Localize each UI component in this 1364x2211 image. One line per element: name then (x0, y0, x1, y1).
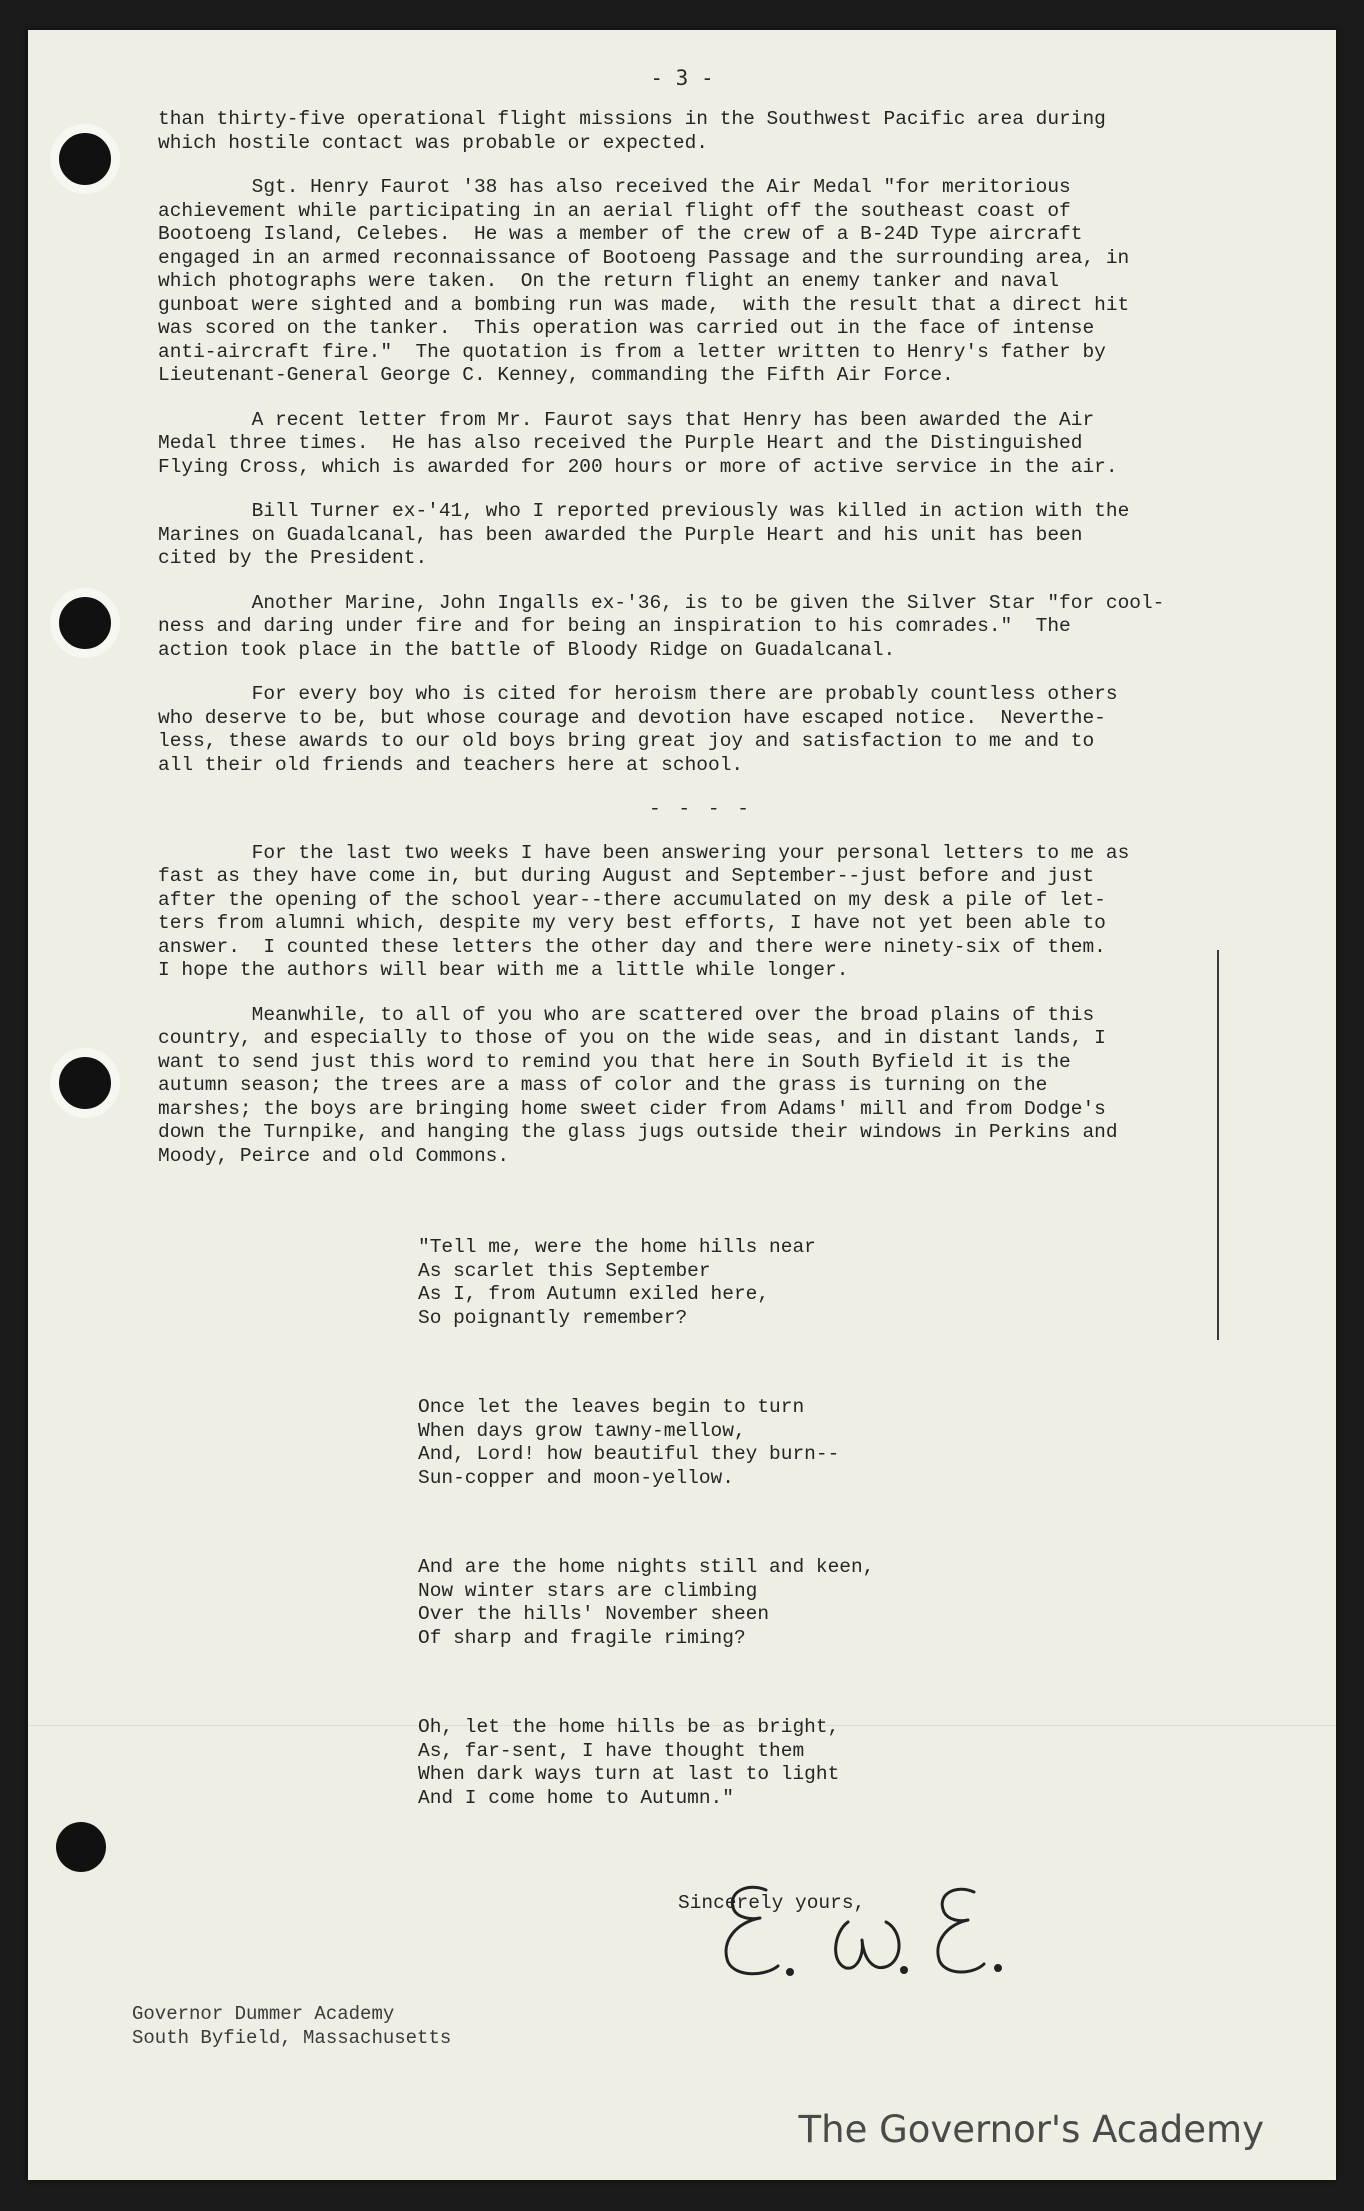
poem (418, 1189, 1243, 1876)
signature (708, 1870, 1048, 1990)
paragraph: For every boy who is cited for heroism there are probably countless others who deserve to be, but whose courage and devotion have escaped notice. Neverthe- less, these awards to our old boys bring great joy and satisfaction to me and to all their old friends and teachers here at school. (158, 683, 1118, 776)
paragraph: A recent letter from Mr. Faurot says that Henry has been awarded the Air Medal three times. He has also received the Purple Heart and the Distinguished Flying Cross, which is awarded for 200 hours or more of active service in the air. (158, 408, 1118, 478)
paragraph: Bill Turner ex-'41, who I reported previously was killed in action with the Marines on Guadalcanal, has been awarded the Purple Heart and his unit has been cited by the President. (158, 500, 1130, 569)
paragraph: For the last two weeks I have been answering your personal letters to me as fast as they have come in, but during August and September--just before and just after the opening of the school year--there accumulated on my desk a pile of let- ters from alumni which, despite my very best efforts, I have not yet been able to answer. I counted these letters the other day and there were ninety-six of them. I hope the authors will bear with me a little while longer. (158, 841, 1130, 981)
punch-hole (56, 1822, 106, 1872)
letter-body (158, 108, 1243, 1916)
letter-page (28, 30, 1336, 2180)
closing: Sincerely yours, (678, 1892, 866, 1914)
return-address: Governor Dummer Academy South Byfield, Massachusetts (132, 2003, 452, 2049)
paragraph: Meanwhile, to all of you who are scattered over the broad plains of this country, and especially to those of you on the wide seas, and in distant lands, I want to send just this word to remind you that here in South Byfield it is the autumn season; the trees are a mass of color and the grass is turning on the marshes; the boys are bringing home sweet cider from Adams' mill and from Dodge's down the Turnpike, and hanging the glass jugs outside their windows in Perkins and Moody, Peirce and old Commons. (158, 1003, 1118, 1167)
poem-stanza: "Tell me, were the home hills near As scarlet this September As I, from Autumn exiled here, So poignantly remember? (418, 1236, 816, 1329)
punch-hole (50, 124, 120, 194)
paragraph: than thirty-five operational flight missions in the Southwest Pacific area during which hostile contact was probable or expected. (158, 108, 1106, 154)
paragraph: Another Marine, John Ingalls ex-'36, is to be given the Silver Star "for cool- ness and daring under fire and for being an inspiration to his comrades." The action took place in the battle of Bloody Ridge on Guadalcanal. (158, 591, 1165, 661)
poem-stanza: Once let the leaves begin to turn When days grow tawny-mellow, And, Lord! how beautiful they burn-- Sun-copper and moon-yellow. (418, 1396, 840, 1489)
page-number: - 3 - (650, 66, 714, 90)
section-divider: - - - - (649, 798, 752, 820)
margin-mark (1217, 950, 1219, 1340)
punch-hole (50, 1048, 120, 1118)
watermark: The Governor's Academy (798, 2108, 1264, 2151)
punch-hole (50, 588, 120, 658)
poem-stanza: And are the home nights still and keen, Now winter stars are climbing Over the hills' November sheen Of sharp and fragile riming? (418, 1556, 875, 1649)
paragraph: Sgt. Henry Faurot '38 has also received the Air Medal "for meritorious achievement while participating in an aerial flight off the southeast coast of Bootoeng Island, Celebes. He was a member of the crew of a B-24D Type aircraft engaged in an armed reconnaissance of Bootoeng Passage and the surrounding area, in which photographs were taken. On the return flight an enemy tanker and naval gunboat were sighted and a bombing run was made, with the result that a direct hit was scored on the tanker. This operation was carried out in the face of intense anti-aircraft fire." The quotation is from a letter written to Henry's father by Lieutenant-General George C. Kenney, commanding the Fifth Air Force. (158, 176, 1130, 386)
poem-stanza: Oh, let the home hills be as bright, As, far-sent, I have thought them When dark ways turn at last to light And I come home to Autumn." (418, 1716, 840, 1809)
